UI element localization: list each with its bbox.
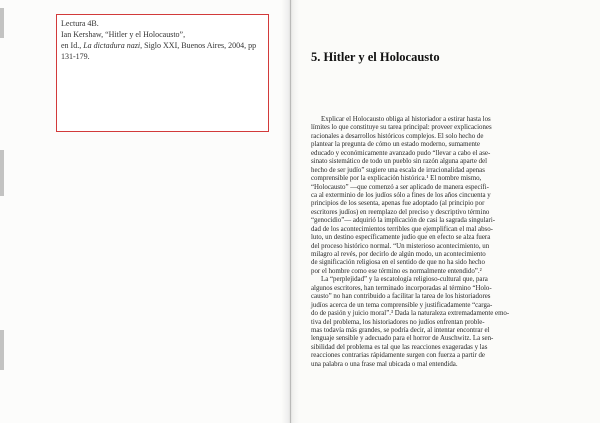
body-line: do de pasión y juicio moral”.³ Dada la naturaleza extremadamente emo- [311,310,510,318]
body-line: “Holocausto” —que comenzó a ser aplicado de manera específi- [311,183,489,191]
reading-reference-box [56,14,269,132]
body-line: límites lo que constituye su tarea principal: proveer explicaciones [311,124,492,132]
body-line: La “perplejidad” y la escatología religioso-cultural que, para [321,276,488,284]
body-line: de significación religiosa en el sentido de que no ha sido hecho [311,259,485,267]
page-range: 131-179. [61,52,90,61]
body-line: “genocidio”— adquirió la implicación de casi la sagrada singulari- [311,217,496,225]
body-line: tiva del problema, los historiadores no judíos enfrentan proble- [311,318,485,326]
body-line: ca al exterminio de los judíos sólo a fines de los años cincuenta y [311,191,491,199]
publication-info: en Id., La dictadura nazi, Siglo XXI, Buenos Aires, 2004, pp [61,41,257,50]
body-line: sinato sistemático de todo un pueblo sin razón alguna aparte del [311,158,488,166]
body-line: principios de los sesenta, apenas fue adoptado (al principio por [311,200,485,208]
body-line: por el hombre como ese término es normalmente entendido”.² [311,267,482,275]
body-line: luto, un destino específicamente judío que en efecto se alza fuera [311,234,491,242]
body-line: racionales a desarrollos históricos complejos. El solo hecho de [311,132,484,140]
body-line: algunos escritores, han terminado incorporadas al término “Holo- [311,284,492,292]
body-line: mas todavía más grandes, se podría decir, al intentar encontrar el [311,326,490,334]
page-edge-mark [0,150,4,196]
body-line: comprensible por la explicación histórica.¹ El nombre mismo, [311,175,482,183]
body-line: una palabra o una frase mal ubicada o mal entendida. [311,360,458,368]
reading-number: Lectura 4B. [61,19,99,28]
page-edge-mark [0,330,4,370]
page-edge-mark [0,8,4,38]
body-line: hecho de ser judío” sugiere una escala de irracionalidad apenas [311,166,485,174]
body-line: dad de los acontecimientos terribles que ejemplifican el mal abso- [311,225,493,233]
body-line: judíos acerca de un tema comprensible y justificadamente “carga- [311,301,493,309]
body-line: educado y económicamente avanzado pudo “llevar a cabo el ase- [311,149,491,157]
body-line: reacciones contrarias rápidamente surgen con fuerza a partir de [311,352,485,360]
chapter-title: 5. Hitler y el Holocausto [311,50,440,64]
chapter-body-text [311,116,568,369]
body-line: lenguaje sensible y adecuado para el horror de Auschwitz. La sen- [311,335,494,343]
author-and-title: Ian Kershaw, “Hitler y el Holocausto”, [61,30,186,39]
body-line: sibilidad del problema es tal que las reacciones exageradas y las [311,343,488,351]
body-line: causto” no han contribuido a facilitar la tarea de los historiadores [311,293,491,301]
body-line: Explicar el Holocausto obliga al historiador a estirar hasta los [321,116,491,123]
body-line: del proceso histórico normal. “Un misterioso acontecimiento, un [311,242,490,250]
body-line: milagro al revés, por decirlo de algún modo, un acontecimiento [311,251,486,258]
book-title: La dictadura nazi [83,41,141,50]
gutter-line [290,0,291,423]
body-line: escritores judíos) en reemplazo del preciso y descriptivo término [311,208,490,216]
body-line: plantear la pregunta de cómo un estado moderno, sumamente [311,141,480,149]
